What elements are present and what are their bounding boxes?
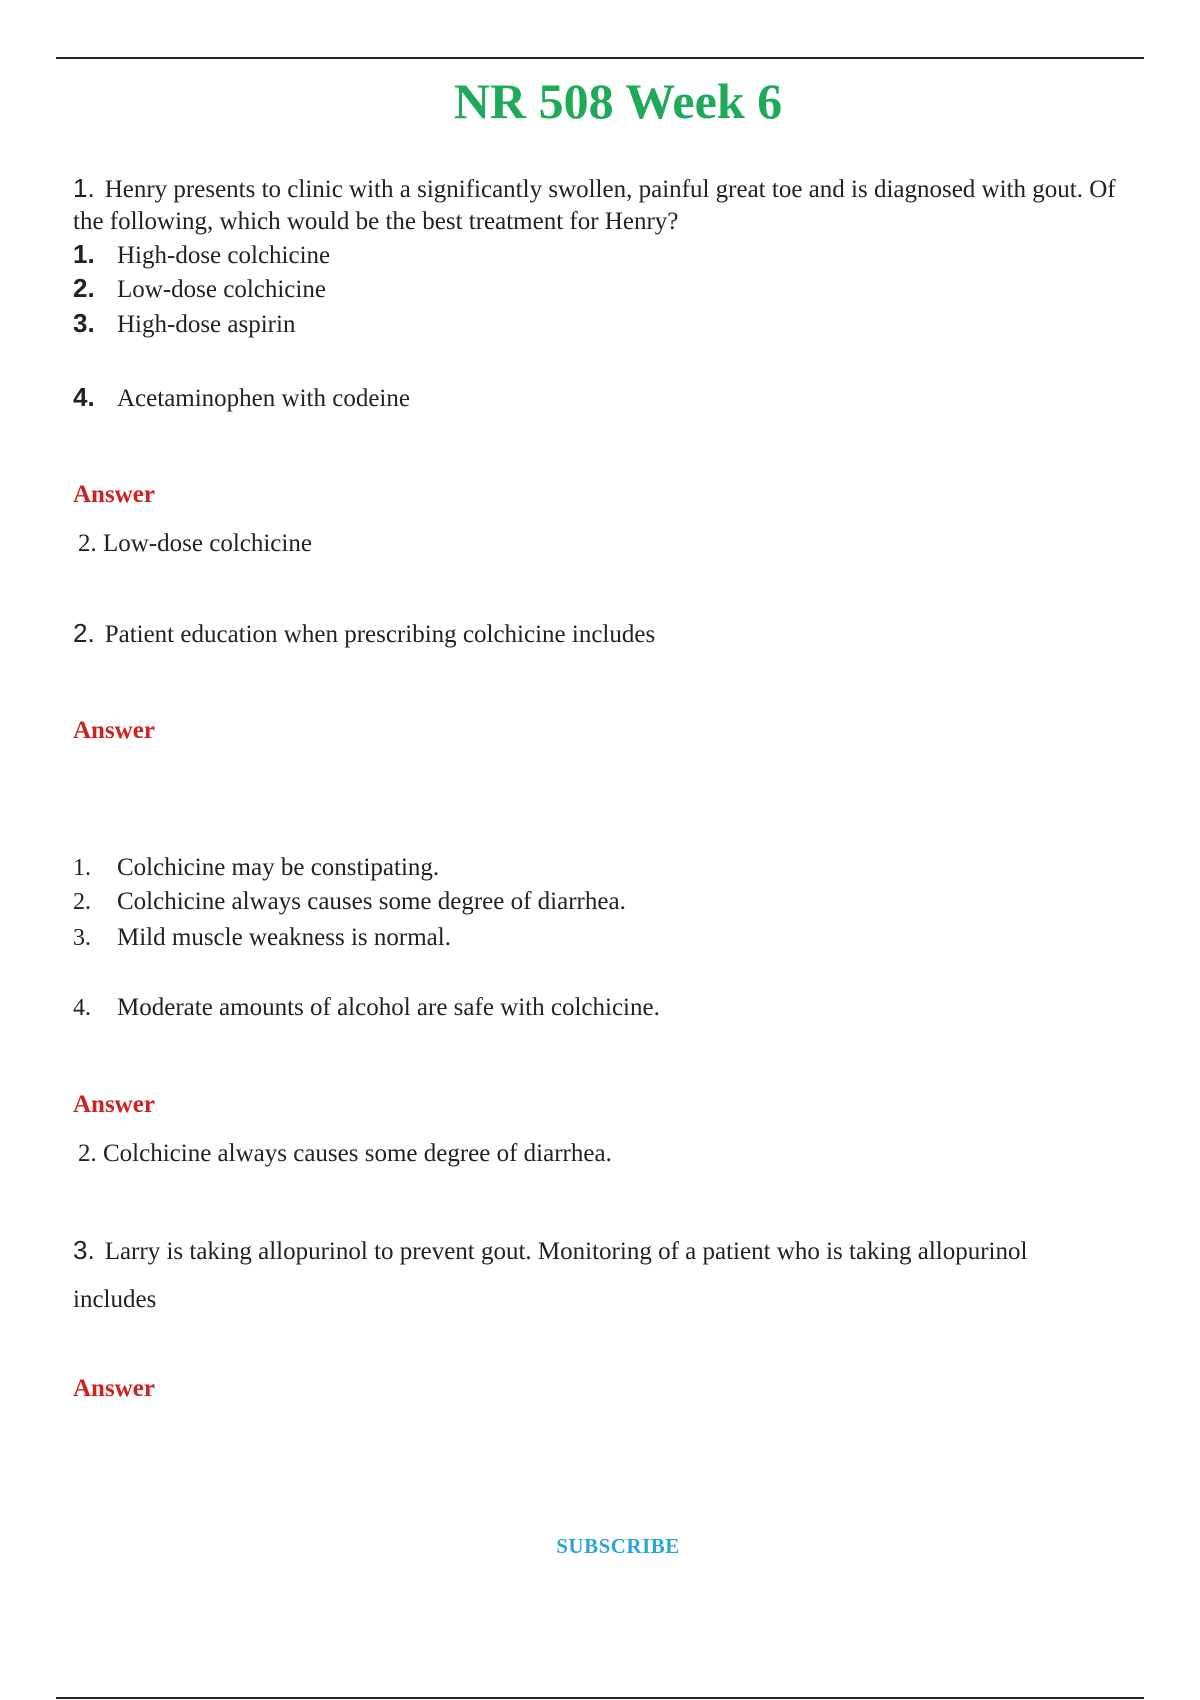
q2-option-3: 3. Mild muscle weakness is normal. <box>73 924 451 951</box>
question-1-stem <box>73 172 1138 238</box>
q1-option-1: 1. High-dose colchicine <box>73 239 331 269</box>
question-3-number: 3. <box>73 1235 95 1265</box>
q2-answer-label: Answer <box>73 717 155 744</box>
q2-option-4: 4. Moderate amounts of alcohol are safe with colchicine. <box>73 994 660 1021</box>
question-2-number: 2. <box>73 618 95 648</box>
question-1-text: Henry presents to clinic with a significantly swollen, painful great toe and is diagnosed with gout. Of the following, which would be the best treatment for Henry? <box>73 176 1116 235</box>
question-3-text: Larry is taking allopurinol to prevent gout. Monitoring of a patient who is taking allopurinol includes <box>73 1238 1028 1313</box>
q1-option-2: 2. Low-dose colchicine <box>73 273 326 303</box>
top-rule <box>56 57 1144 59</box>
question-2-text: Patient education when prescribing colchicine includes <box>104 621 656 648</box>
q1-answer-text: 2. Low-dose colchicine <box>78 530 312 557</box>
q1-answer-label: Answer <box>73 481 155 508</box>
question-2-stem <box>73 617 1138 651</box>
question-1-number: 1. <box>73 173 95 203</box>
subscribe-link[interactable]: SUBSCRIBE <box>556 1534 680 1558</box>
q2-option-2: 2. Colchicine always causes some degree of diarrhea. <box>73 888 626 915</box>
q2-option-1: 1. Colchicine may be constipating. <box>73 854 440 881</box>
q2-answer-label: Answer <box>73 1091 155 1118</box>
q1-option-3: 3. High-dose aspirin <box>73 308 296 338</box>
q1-option-4: 4. Acetaminophen with codeine <box>73 382 410 412</box>
q3-answer-label: Answer <box>73 1375 155 1402</box>
bottom-rule <box>56 1697 1144 1699</box>
question-3-stem <box>73 1226 1033 1324</box>
q2-answer-text: 2. Colchicine always causes some degree of diarrhea. <box>78 1140 612 1167</box>
page-title: NR 508 Week 6 <box>453 73 783 129</box>
